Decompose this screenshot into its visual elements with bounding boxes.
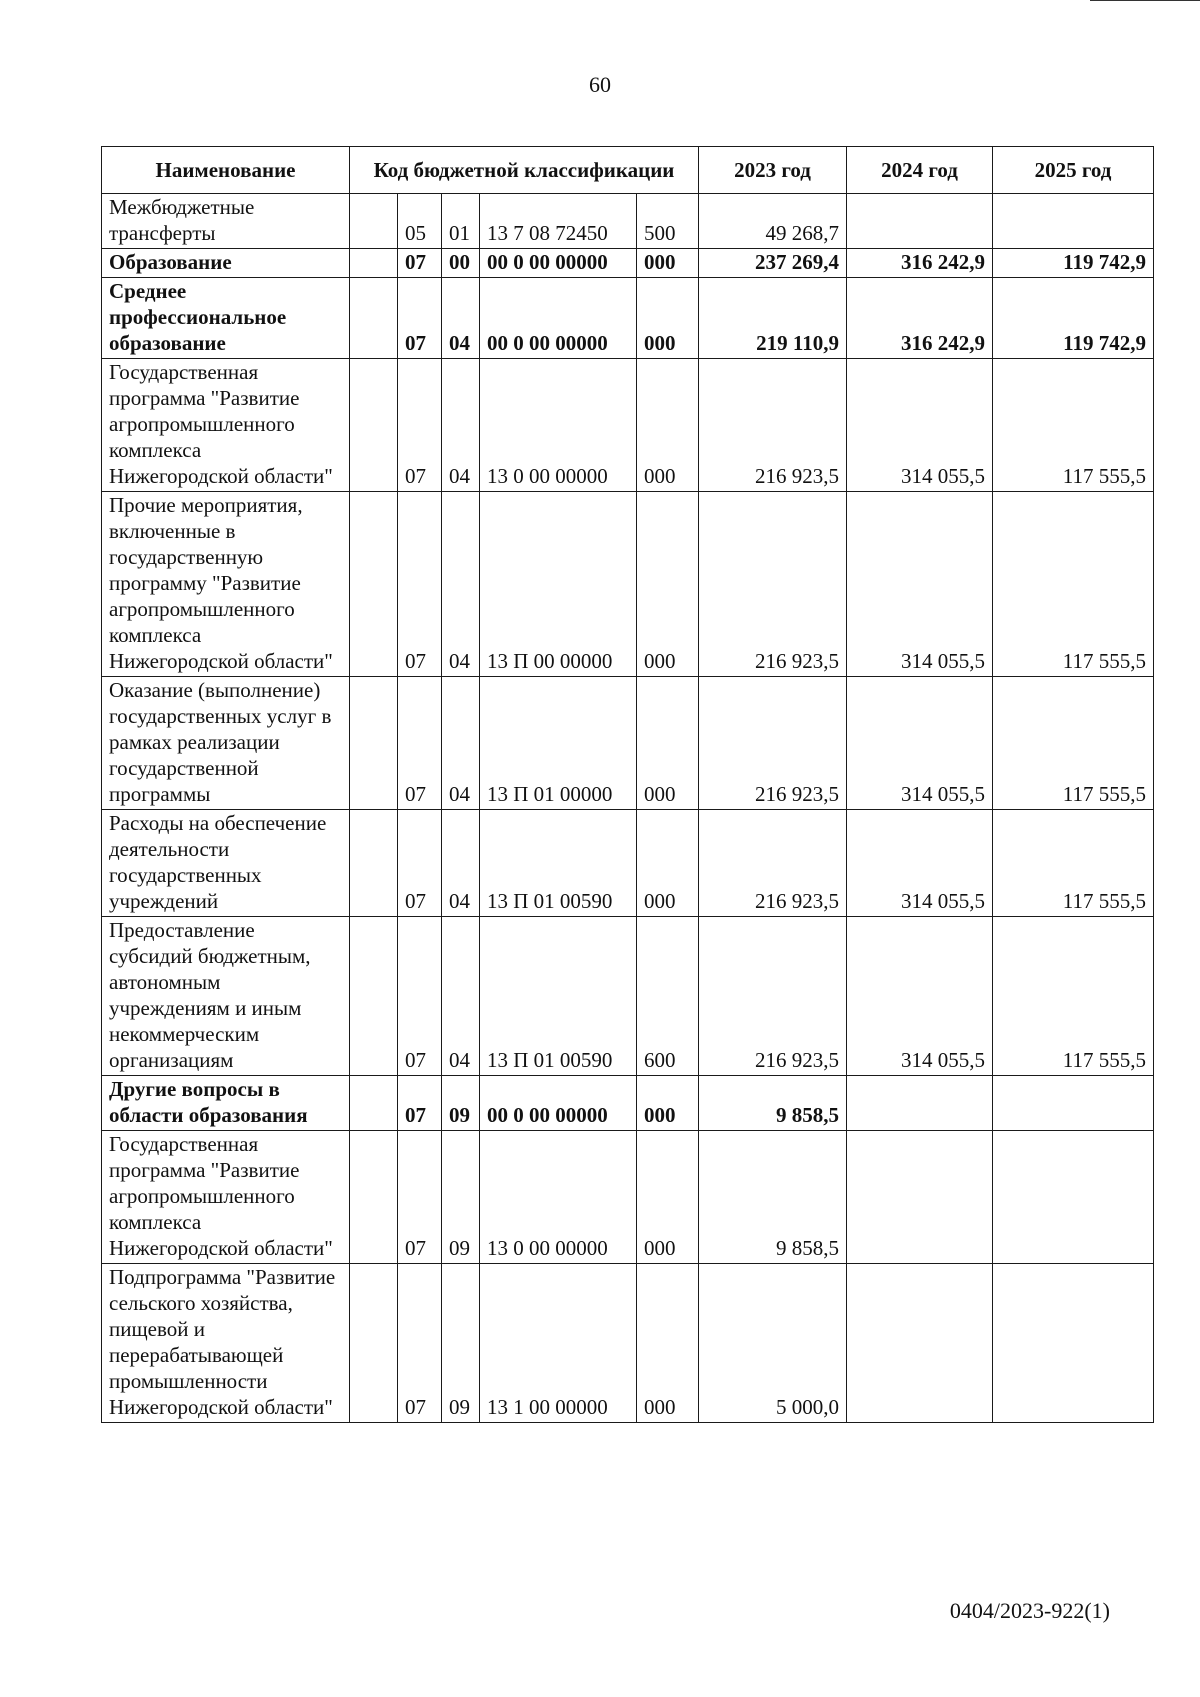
row-value-2024: 314 055,5 (847, 810, 993, 917)
row-code-c3: 13 0 00 00000 (480, 359, 637, 492)
row-code-c2: 04 (442, 677, 480, 810)
row-name: Подпрограмма "Развитие сельского хозяйства, пищевой и перерабатывающей промышленности Нижегородской области" (102, 1264, 350, 1423)
row-name: Межбюджетные трансферты (102, 194, 350, 249)
table-row (102, 1076, 1154, 1131)
row-value-2023: 216 923,5 (699, 677, 847, 810)
row-code-c1: 07 (398, 278, 442, 359)
row-code-c3: 13 0 00 00000 (480, 1131, 637, 1264)
row-code-c4: 000 (637, 1264, 699, 1423)
row-value-2024 (847, 1131, 993, 1264)
row-code-c4: 000 (637, 249, 699, 278)
row-code-c1: 07 (398, 359, 442, 492)
code-spacer-cell (350, 1131, 398, 1264)
row-name: Оказание (выполнение) государственных услуг в рамках реализации государственной программы (102, 677, 350, 810)
header-2025: 2025 год (993, 147, 1154, 194)
row-code-c3: 00 0 00 00000 (480, 278, 637, 359)
row-value-2024: 314 055,5 (847, 677, 993, 810)
row-name: Расходы на обеспечение деятельности государственных учреждений (102, 810, 350, 917)
row-code-c2: 04 (442, 278, 480, 359)
row-code-c1: 07 (398, 917, 442, 1076)
row-value-2025 (993, 1076, 1154, 1131)
row-code-c1: 07 (398, 1264, 442, 1423)
document-code: 0404/2023-922(1) (949, 1598, 1110, 1623)
row-value-2025: 119 742,9 (993, 278, 1154, 359)
code-spacer-cell (350, 492, 398, 677)
row-value-2023: 237 269,4 (699, 249, 847, 278)
row-code-c4: 000 (637, 1076, 699, 1131)
row-name: Другие вопросы в области образования (102, 1076, 350, 1131)
top-edge-rule (1090, 0, 1200, 1)
row-value-2023: 216 923,5 (699, 492, 847, 677)
row-code-c2: 00 (442, 249, 480, 278)
row-code-c3: 00 0 00 00000 (480, 249, 637, 278)
row-code-c1: 07 (398, 1131, 442, 1264)
code-spacer-cell (350, 249, 398, 278)
row-value-2023: 49 268,7 (699, 194, 847, 249)
code-spacer-cell (350, 278, 398, 359)
row-value-2025 (993, 1131, 1154, 1264)
table-row (102, 677, 1154, 810)
table-row (102, 1264, 1154, 1423)
row-code-c3: 13 П 01 00590 (480, 810, 637, 917)
row-code-c4: 600 (637, 917, 699, 1076)
row-value-2023: 219 110,9 (699, 278, 847, 359)
header-code: Код бюджетной классификации (350, 147, 699, 194)
table-body (102, 194, 1154, 1423)
row-value-2024 (847, 1076, 993, 1131)
row-code-c1: 07 (398, 1076, 442, 1131)
row-value-2023: 216 923,5 (699, 917, 847, 1076)
row-code-c1: 07 (398, 492, 442, 677)
row-name: Государственная программа "Развитие агропромышленного комплекса Нижегородской области" (102, 1131, 350, 1264)
table-row (102, 917, 1154, 1076)
row-value-2024 (847, 194, 993, 249)
row-value-2025: 117 555,5 (993, 492, 1154, 677)
header-2023: 2023 год (699, 147, 847, 194)
row-code-c4: 000 (637, 810, 699, 917)
row-value-2023: 216 923,5 (699, 359, 847, 492)
row-value-2023: 9 858,5 (699, 1131, 847, 1264)
row-value-2023: 216 923,5 (699, 810, 847, 917)
row-code-c4: 000 (637, 677, 699, 810)
row-code-c3: 13 П 00 00000 (480, 492, 637, 677)
table-row (102, 278, 1154, 359)
row-code-c3: 13 П 01 00590 (480, 917, 637, 1076)
row-value-2024 (847, 1264, 993, 1423)
header-name: Наименование (102, 147, 350, 194)
code-spacer-cell (350, 194, 398, 249)
row-value-2025: 117 555,5 (993, 359, 1154, 492)
row-value-2025 (993, 1264, 1154, 1423)
row-code-c3: 00 0 00 00000 (480, 1076, 637, 1131)
row-value-2024: 314 055,5 (847, 917, 993, 1076)
row-code-c2: 04 (442, 492, 480, 677)
row-code-c2: 09 (442, 1264, 480, 1423)
table-header-row (102, 147, 1154, 194)
row-value-2024: 314 055,5 (847, 359, 993, 492)
row-name: Предоставление субсидий бюджетным, автономным учреждениям и иным некоммерческим организациям (102, 917, 350, 1076)
row-code-c4: 500 (637, 194, 699, 249)
page-number: 60 (589, 72, 611, 97)
row-code-c4: 000 (637, 492, 699, 677)
table-row (102, 359, 1154, 492)
row-value-2024: 314 055,5 (847, 492, 993, 677)
code-spacer-cell (350, 1076, 398, 1131)
row-code-c1: 07 (398, 810, 442, 917)
code-spacer-cell (350, 1264, 398, 1423)
row-name: Прочие мероприятия, включенные в государственную программу "Развитие агропромышленного комплекса Нижегородской области" (102, 492, 350, 677)
row-value-2023: 9 858,5 (699, 1076, 847, 1131)
row-code-c3: 13 П 01 00000 (480, 677, 637, 810)
row-value-2024: 316 242,9 (847, 249, 993, 278)
row-code-c3: 13 7 08 72450 (480, 194, 637, 249)
header-2024: 2024 год (847, 147, 993, 194)
table-row (102, 194, 1154, 249)
row-code-c2: 09 (442, 1076, 480, 1131)
table-row (102, 1131, 1154, 1264)
row-code-c2: 04 (442, 359, 480, 492)
row-value-2023: 5 000,0 (699, 1264, 847, 1423)
row-code-c3: 13 1 00 00000 (480, 1264, 637, 1423)
row-code-c4: 000 (637, 1131, 699, 1264)
row-value-2025: 117 555,5 (993, 917, 1154, 1076)
row-name: Среднее профессиональное образование (102, 278, 350, 359)
row-code-c4: 000 (637, 278, 699, 359)
row-code-c1: 05 (398, 194, 442, 249)
row-value-2025 (993, 194, 1154, 249)
table-row (102, 810, 1154, 917)
row-value-2025: 117 555,5 (993, 677, 1154, 810)
code-spacer-cell (350, 917, 398, 1076)
row-code-c2: 01 (442, 194, 480, 249)
row-code-c2: 09 (442, 1131, 480, 1264)
code-spacer-cell (350, 810, 398, 917)
row-code-c1: 07 (398, 677, 442, 810)
row-name: Образование (102, 249, 350, 278)
row-value-2025: 119 742,9 (993, 249, 1154, 278)
row-code-c4: 000 (637, 359, 699, 492)
row-name: Государственная программа "Развитие агропромышленного комплекса Нижегородской области" (102, 359, 350, 492)
row-code-c2: 04 (442, 917, 480, 1076)
table-row (102, 249, 1154, 278)
row-code-c1: 07 (398, 249, 442, 278)
row-value-2025: 117 555,5 (993, 810, 1154, 917)
row-value-2024: 316 242,9 (847, 278, 993, 359)
code-spacer-cell (350, 359, 398, 492)
budget-table (101, 146, 1154, 1423)
row-code-c2: 04 (442, 810, 480, 917)
table-row (102, 492, 1154, 677)
code-spacer-cell (350, 677, 398, 810)
